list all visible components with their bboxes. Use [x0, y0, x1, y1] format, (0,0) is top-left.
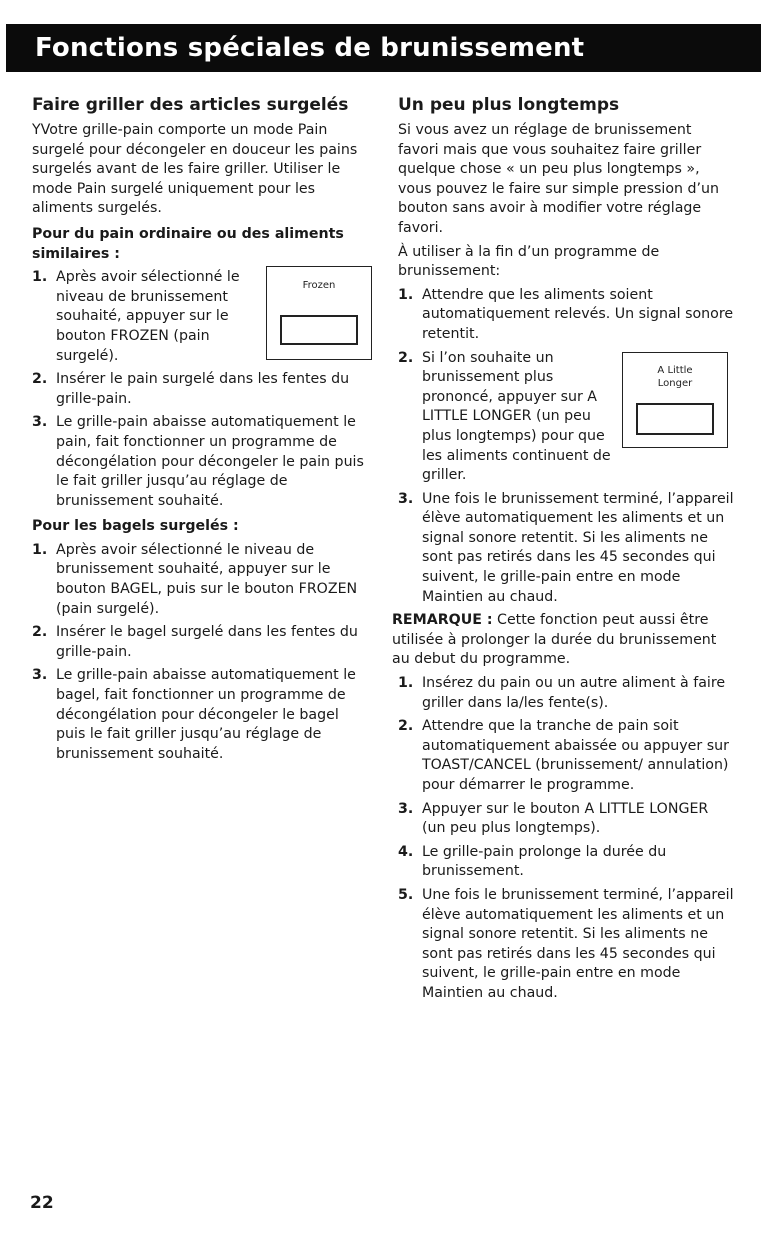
right-column [392, 94, 736, 1008]
list-item: 2. Insérer le pain surgelé dans les fentes du grille-pain. [32, 371, 350, 407]
list-item: 1. Après avoir sélectionné le niveau de brunissement souhaité, appuyer sur le bouton FROZEN (pain surgelé). [32, 269, 240, 364]
note [392, 611, 736, 670]
list-item: 1. Insérez du pain ou un autre aliment à faire griller dans la/les fente(s). [398, 675, 726, 711]
list-item: 2. Insérer le bagel surgelé dans les fentes du grille-pain. [32, 624, 358, 660]
list-item: 2. Attendre que la tranche de pain soit automatiquement abaissée ou appuyer sur TOAST/CANCEL (brunissement/ annulation) pour démarrer le programme. [398, 718, 729, 793]
frozen-button-label: Frozen [302, 280, 336, 291]
list-item: 3. Appuyer sur le bouton A LITTLE LONGER (un peu plus longtemps). [398, 800, 709, 837]
steps-longer-b [398, 674, 736, 1004]
section-lead-longer: À utiliser à la fin d’un programme de brunissement: [398, 243, 660, 280]
list-item: 5. Une fois le brunissement terminé, l’appareil élève automatiquement les aliments et un signal sonore retentit. Si les aliments ne sont pas retirés dans les 45 secondes qui suivent, le grille-pain entre en mode Maintien au chaud. [398, 886, 734, 1001]
section-title-frozen: Faire griller des articles surgelés [32, 95, 349, 115]
section-title-longer: Un peu plus longtemps [398, 95, 620, 115]
page-title: Fonctions spéciales de brunissement [35, 33, 585, 63]
list-item: 2. Si l’on souhaite un brunissement plus prononcé, appuyer sur A LITTLE LONGER (un peu plus longtemps) pour que les aliments continuent de griller. [398, 349, 611, 484]
a-little-longer-button-icon [636, 403, 714, 435]
page-header [6, 24, 761, 72]
list-item: 4. Le grille-pain prolonge la durée du brunissement. [398, 843, 667, 880]
subsection-title-bread: Pour du pain ordinaire ou des aliments similaires : [32, 225, 344, 262]
list-item: 1. Après avoir sélectionné le niveau de brunissement souhaité, appuyer sur le bouton BAGEL, puis sur le bouton FROZEN (pain surgelé). [32, 541, 358, 617]
left-column [32, 94, 370, 768]
frozen-button-illustration [266, 266, 372, 360]
steps-bagels [32, 541, 370, 765]
note-label: REMARQUE : [392, 612, 493, 629]
page-number: 22 [30, 1193, 54, 1213]
note-text: Cette fonction peut aussi être utilisée à prolonger la durée du brunissement au debut du programme. [392, 612, 717, 668]
list-item: 3. Le grille-pain abaisse automatiquement le bagel, fait fonctionner un programme de décongélation pour décongeler le bagel puis le fait griller jusqu’au réglage de brunissement souhaité. [32, 667, 356, 762]
a-little-longer-label-line-1: A Little [657, 365, 693, 376]
list-item: 3. Une fois le brunissement terminé, l’appareil élève automatiquement les aliments et un signal sonore retentit. Si les aliments ne sont pas retirés dans les 45 secondes qui suivent, le grille-pain entre en mode Maintien au chaud. [398, 490, 734, 605]
a-little-longer-button-illustration [622, 352, 728, 448]
section-intro-frozen: YVotre grille-pain comporte un mode Pain surgelé pour décongeler en douceur les pains surgelés avant de les faire griller. Utiliser le mode Pain surgelé uniquement pour les aliments surgelés. [32, 122, 358, 217]
list-item: 3. Le grille-pain abaisse automatiquement le pain, fait fonctionner un programme de décongélation pour décongeler le pain puis le fait griller jusqu’au réglage de brunissement souhaité. [32, 414, 364, 509]
list-item: 1. Attendre que les aliments soient automatiquement relevés. Un signal sonore retentit. [398, 286, 734, 342]
a-little-longer-label-line-2: Longer [657, 378, 693, 389]
section-intro-longer: Si vous avez un réglage de brunissement favori mais que vous souhaitez faire griller quelque chose « un peu plus longtemps », vous pouvez le faire sur simple pression d’un bouton sans avoir à modifier votre réglage favori. [398, 122, 720, 236]
subsection-title-bagels: Pour les bagels surgelés : [32, 518, 239, 535]
frozen-button-icon [280, 315, 358, 345]
